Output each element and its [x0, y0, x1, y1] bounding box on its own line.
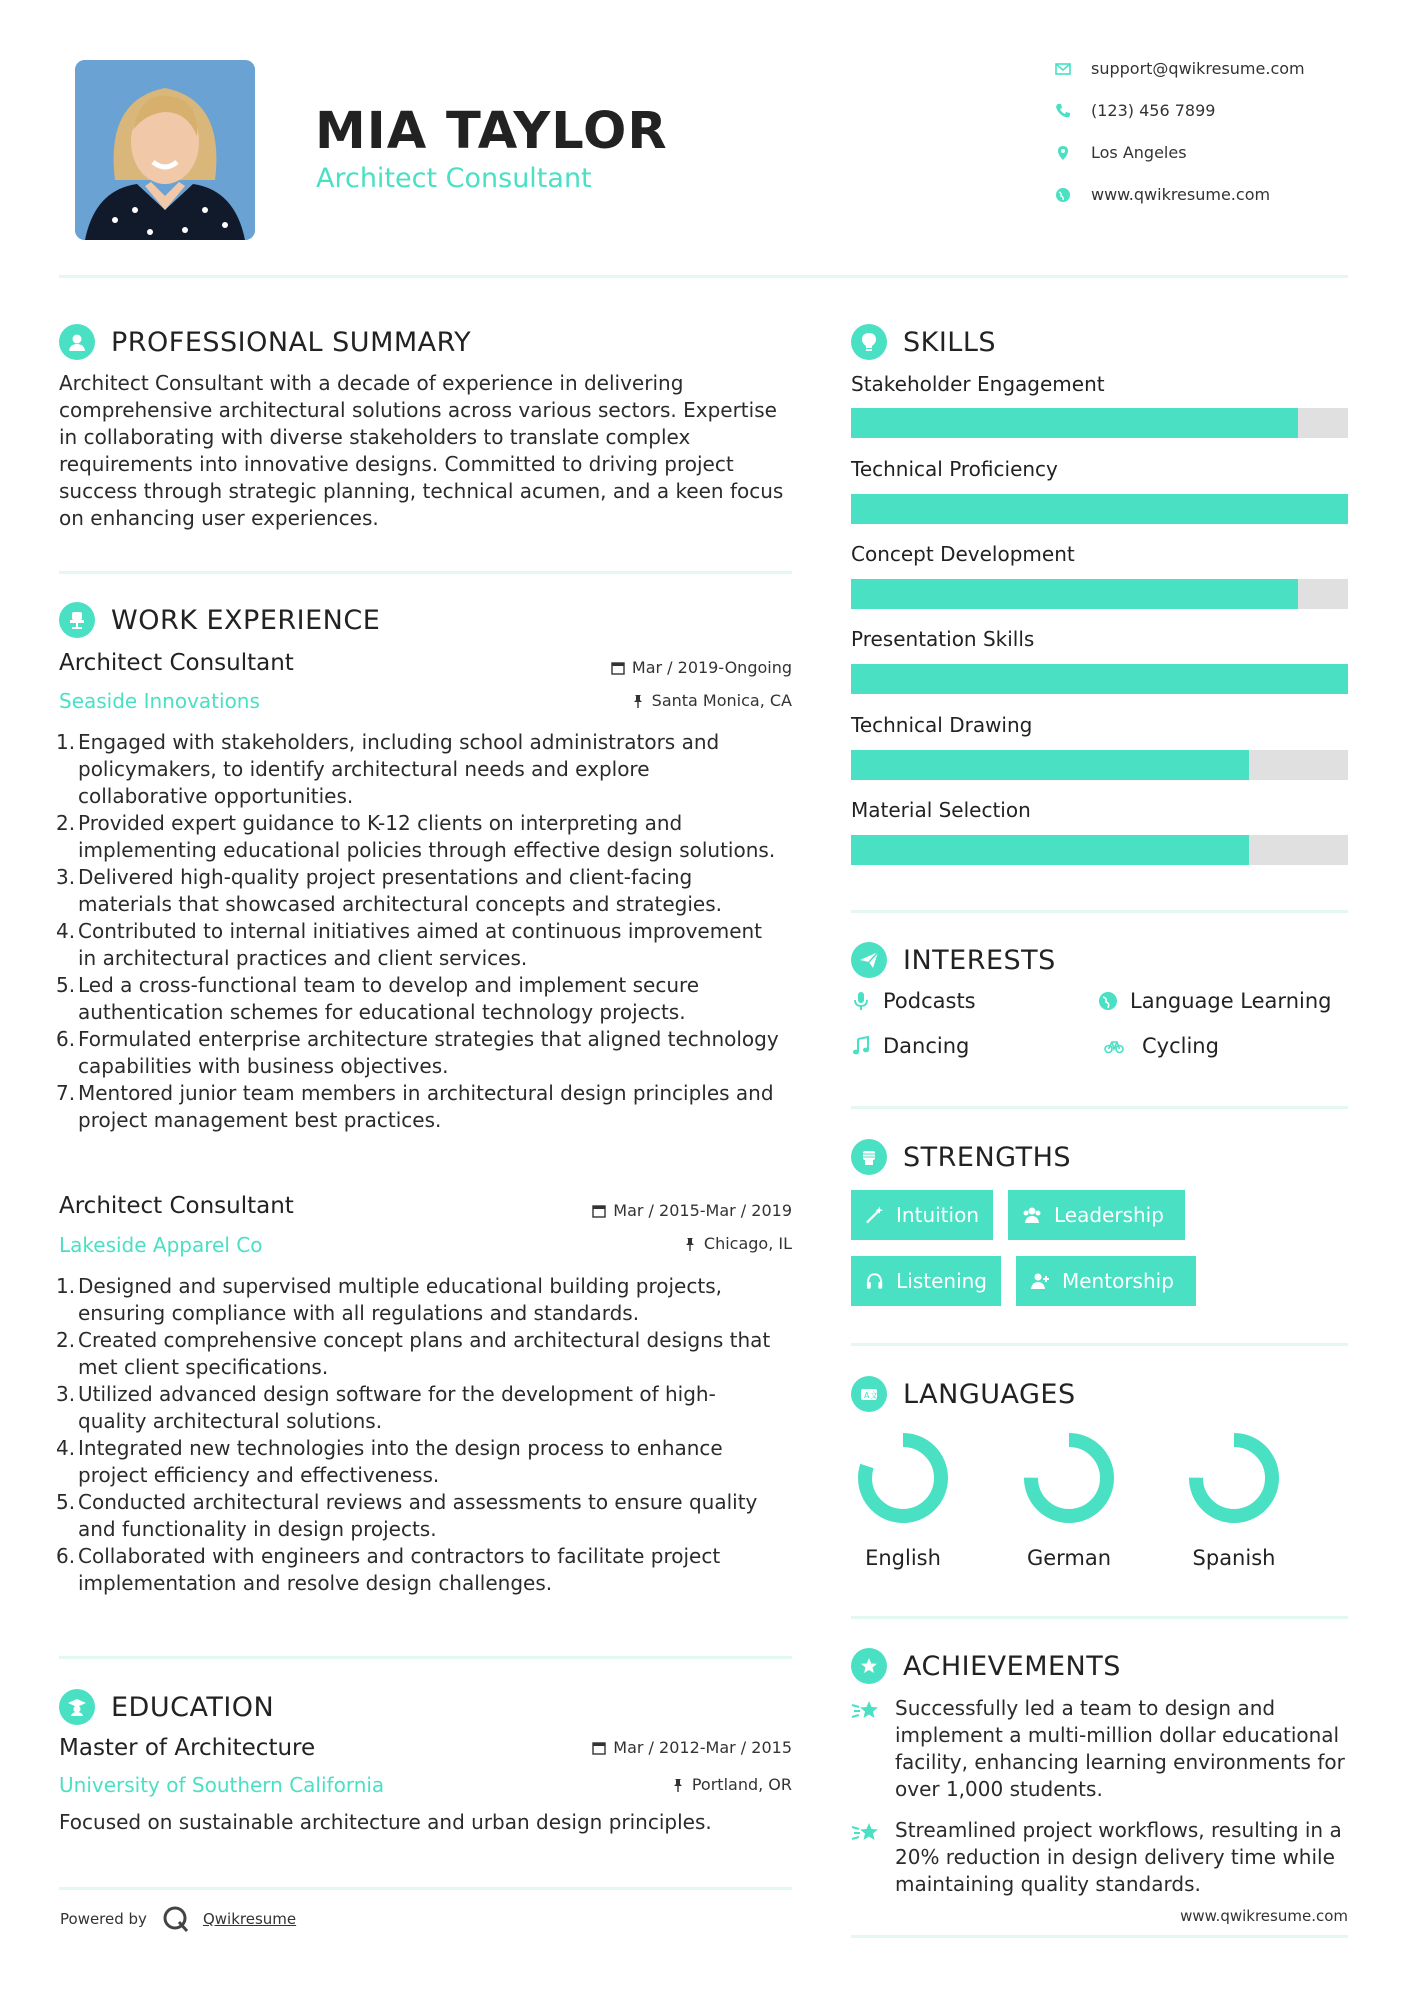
contact-phone[interactable]	[1055, 101, 1215, 120]
strength-chip-intuition: Intuition	[851, 1190, 993, 1240]
globe-icon	[1098, 991, 1118, 1011]
achievement-item: Streamlined project workflows, resulting in a 20% reduction in design delivery time while maintaining quality standards.	[851, 1817, 1351, 1898]
list-item: Led a cross-functional team to develop and implement secure authentication schemes for educational technology projects.	[78, 973, 700, 1024]
achievement-item: Successfully led a team to design and implement a multi-million dollar educational facility, enhancing learning environments for over 1,000 students.	[851, 1695, 1351, 1803]
graduate-icon	[66, 1696, 88, 1718]
list-item: Provided expert guidance to K-12 clients on interpreting and implementing educational policies through effective design solutions.	[78, 811, 776, 862]
music-note-icon	[851, 1036, 871, 1056]
svg-text:文: 文	[870, 1391, 878, 1400]
list-item: Created comprehensive concept plans and architectural designs that met client specifications.	[78, 1328, 771, 1379]
skill-bar	[851, 408, 1348, 438]
pushpin-icon	[671, 1778, 685, 1792]
summary-text: Architect Consultant with a decade of experience in delivering comprehensive architectural solutions across various sectors. Expertise in collaborating with diverse stakeholders to translate complex requirements into innovative designs. Committed to driving project success through strategic planning, technical acumen, and a keen focus on enhancing user experiences.	[59, 371, 784, 530]
interests-heading: INTERESTS	[851, 942, 1056, 978]
skill-bar-fill	[851, 750, 1249, 780]
chair-icon	[66, 609, 88, 631]
footer-divider	[851, 1935, 1348, 1938]
powered-by: Powered by Qwikresume	[60, 1904, 296, 1934]
skill-bar-fill	[851, 579, 1298, 609]
language-ring	[853, 1428, 953, 1528]
section-divider	[59, 1656, 792, 1659]
experience-heading: WORK EXPERIENCE	[59, 602, 380, 638]
footer-website[interactable]: www.qwikresume.com	[1180, 1907, 1348, 1925]
education-dates: Mar / 2012-Mar / 2015	[592, 1738, 792, 1757]
language-item	[1009, 1428, 1129, 1570]
summary-heading: PROFESSIONAL SUMMARY	[59, 324, 471, 360]
list-item: Collaborated with engineers and contractors to facilitate project implementation and resolve design challenges.	[78, 1544, 721, 1595]
list-item: Utilized advanced design software for the development of high-quality architectural solutions.	[78, 1382, 716, 1433]
calendar-icon	[592, 1204, 606, 1218]
shooting-star-icon	[851, 1697, 883, 1725]
education-description: Focused on sustainable architecture and urban design principles.	[59, 1810, 712, 1834]
achievements-heading: ACHIEVEMENTS	[851, 1648, 1121, 1684]
strengths-heading: STRENGTHS	[851, 1139, 1071, 1175]
skill-bar	[851, 835, 1348, 865]
languages-heading: A 文 LANGUAGES	[851, 1376, 1076, 1412]
job-location: Chicago, IL	[683, 1234, 792, 1253]
job-dates: Mar / 2019-Ongoing	[611, 658, 792, 677]
contact-website[interactable]	[1055, 185, 1270, 204]
microphone-icon	[851, 991, 871, 1011]
contact-email-text: support@qwikresume.com	[1091, 59, 1305, 78]
skill-bar-fill	[851, 835, 1249, 865]
list-item: Designed and supervised multiple educational building projects, ensuring compliance with all regulations and standards.	[78, 1274, 722, 1325]
paper-plane-icon	[858, 949, 880, 971]
user-plus-icon	[1030, 1271, 1050, 1291]
language-ring	[1184, 1428, 1284, 1528]
svg-text:A: A	[864, 1391, 870, 1400]
job-title: Architect Consultant	[59, 1193, 294, 1219]
interest-dancing: Dancing	[851, 1034, 969, 1058]
language-item	[1174, 1428, 1294, 1570]
skill-bar	[851, 579, 1348, 609]
skill-name: Technical Drawing	[851, 713, 1033, 737]
contact-email[interactable]	[1055, 59, 1305, 78]
pushpin-icon	[631, 694, 645, 708]
fist-icon	[858, 1146, 880, 1168]
phone-icon	[1055, 103, 1071, 119]
qwikresume-logo-icon	[161, 1904, 191, 1934]
envelope-icon	[1055, 61, 1071, 77]
language-name: English	[865, 1546, 941, 1570]
list-item: Engaged with stakeholders, including school administrators and policymakers, to identify architectural needs and explore collaborative opportunities.	[78, 730, 720, 808]
strength-chip-mentorship: Mentorship	[1016, 1256, 1196, 1306]
job-dates: Mar / 2015-Mar / 2019	[592, 1201, 792, 1220]
job-bullets	[60, 729, 780, 1134]
candidate-title: Architect Consultant	[316, 163, 592, 194]
interest-cycling: Cycling	[1098, 1034, 1219, 1058]
section-divider	[851, 1616, 1348, 1619]
star-badge-icon	[858, 1655, 880, 1677]
skills-heading: SKILLS	[851, 324, 996, 360]
calendar-icon	[592, 1741, 606, 1755]
magic-wand-icon	[865, 1205, 884, 1225]
list-item: Contributed to internal initiatives aimed at continuous improvement in architectural practices and client services.	[78, 919, 763, 970]
skill-name: Concept Development	[851, 542, 1075, 566]
job-location: Santa Monica, CA	[631, 691, 792, 710]
qwikresume-link[interactable]: Qwikresume	[202, 1910, 297, 1928]
skill-bar	[851, 664, 1348, 694]
list-item: Integrated new technologies into the design process to enhance project efficiency and effectiveness.	[78, 1436, 723, 1487]
contact-location	[1055, 143, 1187, 162]
users-icon	[1022, 1205, 1042, 1225]
profile-photo	[75, 60, 255, 240]
job-company: Lakeside Apparel Co	[59, 1233, 263, 1257]
school-name: University of Southern California	[59, 1773, 385, 1797]
candidate-name: MIA TAYLOR	[315, 102, 668, 161]
education-location: Portland, OR	[671, 1775, 792, 1794]
contact-phone-text: (123) 456 7899	[1091, 101, 1216, 120]
lightbulb-icon	[858, 331, 880, 353]
pushpin-icon	[683, 1237, 697, 1251]
skill-bar-fill	[851, 664, 1348, 694]
list-item: Mentored junior team members in architectural design principles and project management best practices.	[78, 1081, 774, 1132]
skill-bar	[851, 494, 1348, 524]
list-item: Formulated enterprise architecture strategies that aligned technology capabilities with business objectives.	[78, 1027, 779, 1078]
education-heading: EDUCATION	[59, 1689, 274, 1725]
translate-icon	[858, 1383, 880, 1405]
contact-location-text: Los Angeles	[1091, 143, 1187, 162]
section-divider	[851, 910, 1348, 913]
list-item: Delivered high-quality project presentations and client-facing materials that showcased architectural concepts and strategies.	[78, 865, 722, 916]
calendar-icon	[611, 661, 625, 675]
shooting-star-icon	[851, 1819, 883, 1847]
section-divider	[851, 1343, 1348, 1346]
list-item: Conducted architectural reviews and assessments to ensure quality and functionality in design projects.	[78, 1490, 758, 1541]
bicycle-icon	[1098, 1036, 1130, 1056]
skill-name: Technical Proficiency	[851, 457, 1058, 481]
section-divider	[59, 571, 792, 574]
location-icon	[1055, 145, 1071, 161]
section-divider	[851, 1106, 1348, 1109]
globe-icon	[1055, 187, 1071, 203]
skill-bar-fill	[851, 408, 1298, 438]
skill-name: Presentation Skills	[851, 627, 1035, 651]
skill-bar	[851, 750, 1348, 780]
interest-language-learning: Language Learning	[1098, 989, 1331, 1013]
header-divider	[59, 275, 1348, 278]
user-icon	[66, 331, 88, 353]
language-name: German	[1026, 1546, 1112, 1570]
language-name: Spanish	[1192, 1546, 1276, 1570]
footer-divider	[59, 1887, 792, 1890]
strength-chip-leadership: Leadership	[1008, 1190, 1185, 1240]
skill-name: Material Selection	[851, 798, 1031, 822]
interest-podcasts: Podcasts	[851, 989, 976, 1013]
job-company: Seaside Innovations	[59, 689, 260, 713]
contact-website-text: www.qwikresume.com	[1091, 185, 1271, 204]
job-title: Architect Consultant	[59, 650, 294, 676]
language-item	[843, 1428, 963, 1570]
skill-bar-fill	[851, 494, 1348, 524]
headphones-icon	[865, 1271, 884, 1291]
degree-name: Master of Architecture	[59, 1735, 316, 1761]
job-bullets	[60, 1273, 780, 1597]
strength-chip-listening: Listening	[851, 1256, 1001, 1306]
skill-name: Stakeholder Engagement	[851, 372, 1105, 396]
language-ring	[1019, 1428, 1119, 1528]
